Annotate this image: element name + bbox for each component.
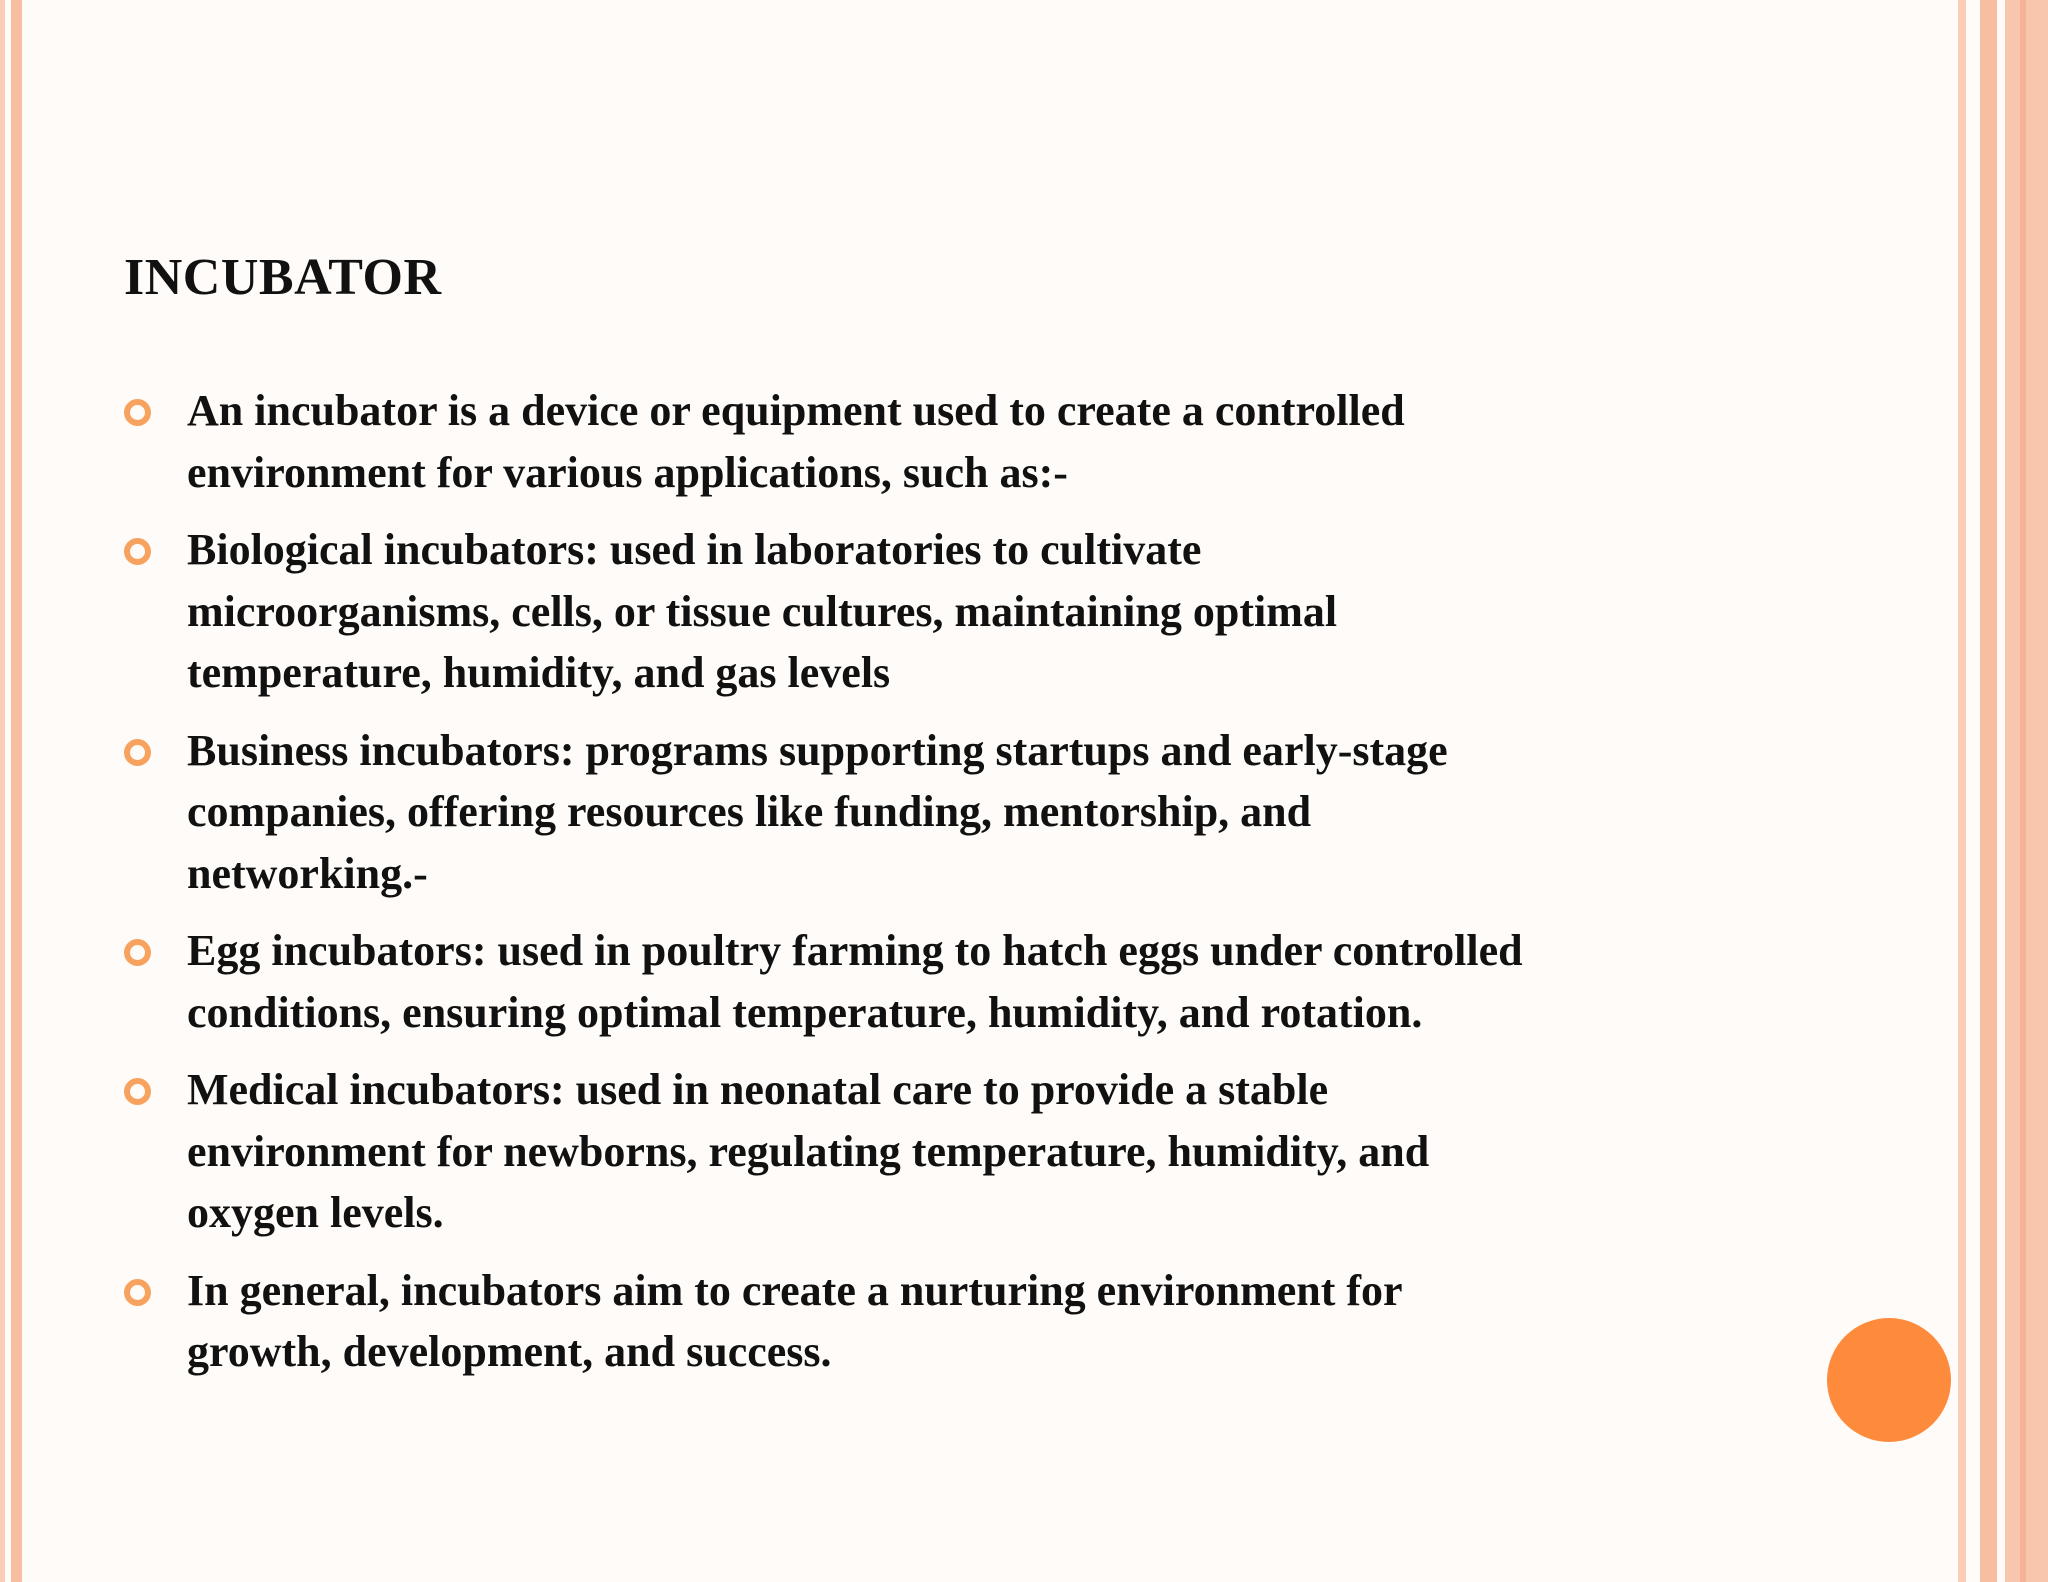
bullet-line: oxygen levels.	[187, 1188, 444, 1237]
left-border-stripe	[0, 0, 5, 1582]
bullet-line: environment for various applications, such as:-	[187, 447, 1068, 497]
bullet-line: growth, development, and success.	[187, 1327, 832, 1376]
slide-title: INCUBATOR	[124, 249, 442, 306]
hollow-circle-bullet-icon	[124, 538, 151, 565]
hollow-circle-bullet-icon	[124, 1078, 151, 1105]
bullet-line: microorganisms, cells, or tissue cultures, maintaining optimal	[187, 586, 1338, 636]
bullet-line: networking.-	[187, 848, 428, 898]
bullet-line: conditions, ensuring optimal temperature, humidity, and rotation.	[187, 987, 1423, 1037]
bullet-line: temperature, humidity, and gas levels	[187, 648, 891, 697]
bullet-line: Business incubators: programs supporting startups and early-stage	[187, 725, 1448, 775]
right-border-stripe	[2005, 0, 2048, 1582]
hollow-circle-bullet-icon	[124, 739, 151, 766]
right-border-stripe	[2020, 0, 2026, 1582]
bullet-item	[124, 519, 1824, 704]
right-border-stripe	[1958, 0, 1966, 1582]
bullet-line: companies, offering resources like funding, mentorship, and	[187, 787, 1312, 836]
hollow-circle-bullet-icon	[124, 939, 151, 966]
decorative-orange-circle	[1827, 1318, 1951, 1442]
bullet-line: Medical incubators: used in neonatal care to provide a stable	[187, 1065, 1329, 1114]
bullet-item	[124, 1059, 1824, 1244]
bullet-line: In general, incubators aim to create a nurturing environment for	[187, 1265, 1403, 1315]
bullet-item	[124, 720, 1824, 905]
hollow-circle-bullet-icon	[124, 1279, 151, 1306]
bullet-line: Egg incubators: used in poultry farming to hatch eggs under controlled	[187, 926, 1523, 975]
left-border-stripe	[11, 0, 22, 1582]
bullet-item	[124, 920, 1824, 1043]
bullet-item	[124, 380, 1824, 503]
right-border-stripe	[1980, 0, 1997, 1582]
bullet-list	[124, 380, 1824, 1399]
bullet-line: An incubator is a device or equipment used to create a controlled	[187, 386, 1405, 435]
hollow-circle-bullet-icon	[124, 399, 151, 426]
bullet-line: environment for newborns, regulating temperature, humidity, and	[187, 1126, 1430, 1176]
bullet-item	[124, 1260, 1824, 1383]
bullet-line: Biological incubators: used in laboratories to cultivate	[187, 525, 1202, 574]
